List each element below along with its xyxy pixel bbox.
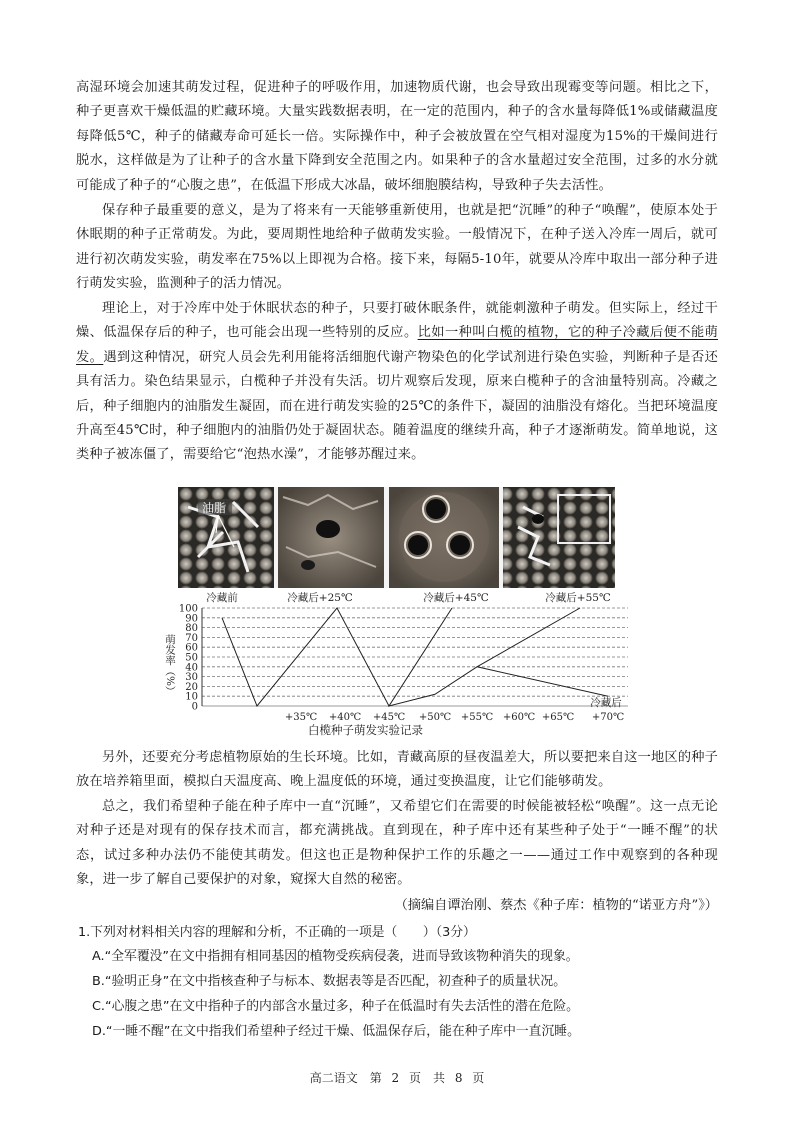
y-tick-label: 0 (191, 701, 198, 713)
option-a: A.“全军覆没”在文中指拥有相同基因的植物受疾病侵袭，进而导致该物种消失的现象。 (92, 949, 579, 964)
micrograph-panel-4 (503, 487, 615, 588)
paragraph-4: 另外，还要充分考虑植物原始的生长环境。比如，青藏高原的昼夜温差大，所以要把来自这一地区的种子放在培养箱里面，模拟白天温度高、晚上温度低的环境，通过变换温度，让它们能够萌发。 (76, 750, 718, 790)
stage-label: 冷藏前 (206, 592, 238, 604)
stage-label: 冷藏后+45℃ (423, 592, 489, 604)
y-tick-label: 60 (185, 642, 198, 654)
x-axis-ticks (285, 712, 624, 723)
x-tick-label: +35℃ (284, 712, 318, 723)
y-tick-label: 80 (185, 623, 198, 635)
underlined-sentence: 比如一种叫白榄的植物，它的种子冷藏后便不能萌发。 (76, 325, 718, 365)
y-axis-title: 萌发率（%） (164, 634, 176, 697)
paragraph-1: 高湿环境会加速其萌发过程，促进种子的呼吸作用，加速物质代谢，也会导致出现霉变等问题。相比之下，种子更喜欢干燥低温的贮藏环境。大量实践数据表明，在一定的范围内，种子的含水量每降低1%或储藏温度每降低5℃，种子的储藏寿命可延长一倍。实际操作中，种子会被放置在空气相对湿度为15%的干燥间进行脱水，这样做是为了让种子的含水量下降到安全范围之内。如果种子的含水量超过安全范围，过多的水分就可能成了种子的“心腹之患”，在低温下形成大冰晶，破坏细胞膜结构，导致种子失去活性。 (76, 80, 718, 193)
citation: （摘编自谭治刚、蔡杰《种子库：植物的“诺亚方舟”》） (394, 898, 718, 913)
chart-grid (202, 608, 628, 706)
seed-micrograph-photos (178, 487, 615, 588)
x-tick-label: +40℃ (328, 712, 362, 723)
x-tick-label: +55℃ (460, 712, 494, 723)
y-tick-label: 100 (178, 603, 198, 615)
micrograph-panel-2 (278, 487, 384, 588)
option-b: B.“验明正身”在文中指核查种子与标本、数据表等是否匹配，初查种子的质量状况。 (92, 974, 566, 989)
y-axis-label (164, 633, 176, 696)
y-axis-ticks (179, 604, 198, 713)
option-c: C.“心腹之患”在文中指种子的内部含水量过多，种子在低温时有失去活性的潜在危险。 (92, 999, 579, 1014)
y-tick-label: 20 (185, 681, 198, 693)
paragraph-2: 保存种子最重要的意义，是为了将来有一天能够重新使用，也就是把“沉睡”的种子“唤醒”，使原本处于休眠期的种子正常萌发。为此，要周期性地给种子做萌发实验。一般情况下，在种子送入冷库一周后，就可进行初次萌发实验，萌发率在75%以上即视为合格。接下来，每隔5-10年，就要从冷库中取出一部分种子进行萌发实验，监测种子的活力情况。 (76, 203, 718, 292)
y-tick-label: 70 (185, 632, 198, 644)
stage-label: 冷藏后+55℃ (545, 592, 611, 604)
option-d: D.“一睡不醒”在文中指我们希望种子经过干燥、低温保存后，能在种子库中一直沉睡。 (92, 1024, 580, 1039)
oil-label: 油脂 (202, 501, 227, 515)
paragraph-3-text-a: 理论上，对于冷库中处于休眠状态的种子，只要打破休眠条件，就能刺激种子萌发。但实际上，经过干燥、低温保存后的种子，也可能会出现一些特别的反应。 (76, 301, 718, 341)
question-stem: 1.下列对材料相关内容的理解和分析，不正确的一项是（ ）（3分） (78, 925, 476, 940)
y-tick-label: 50 (185, 652, 198, 664)
page-footer: 高二语文 第 2 页 共 8 页 (309, 1071, 485, 1085)
x-tick-label: +60℃ (502, 712, 536, 723)
germination-chart (160, 586, 630, 738)
x-tick-label: +65℃ (541, 712, 575, 723)
micrograph-panel-1 (178, 487, 274, 588)
y-tick-label: 90 (185, 613, 198, 625)
chart-caption: 白榄种子萌发实验记录 (308, 723, 423, 737)
paragraph-3 (76, 297, 718, 468)
y-tick-label: 30 (185, 672, 198, 684)
micrograph-panel-3 (389, 487, 499, 588)
paragraph-5: 总之，我们希望种子能在种子库中一直“沉睡”，又希望它们在需要的时候能被轻松“唤醒”。这一点无论对种子还是对现有的保存技术而言，都充满挑战。直到现在，种子库中还有某些种子处于“一睡不醒”的状态，试过多种办法仍不能使其萌发。但这也正是物种保护工作的乐趣之一——通过工作中观察到的各种现象，进一步了解自己要保护的对象，窥探大自然的秘密。 (76, 799, 718, 888)
stage-label: 冷藏后+25℃ (287, 592, 353, 604)
micrograph-strip (178, 487, 615, 588)
y-tick-label: 40 (185, 662, 198, 674)
stage-label: 冷藏后 (590, 697, 622, 709)
x-tick-label: +45℃ (372, 712, 406, 723)
paragraph-3-text-b: 遇到这种情况，研究人员会先利用能将活细胞代谢产物染色的化学试剂进行染色实验，判断种子是否还具有活力。染色结果显示，白榄种子并没有失活。切片观察后发现，原来白榄种子的含油量特别高。冷藏之后，种子细胞内的油脂发生凝固，而在进行萌发实验的25℃的条件下，凝固的油脂没有熔化。当把环境温度升高至45℃时，种子细胞内的油脂仍处于凝固状态。随着温度的继续升高，种子才逐渐萌发。简单地说，这类种子被冻僵了，需要给它“泡热水澡”，才能够苏醒过来。 (76, 349, 719, 463)
x-tick-label: +50℃ (418, 712, 452, 723)
x-tick-label: +70℃ (591, 712, 625, 723)
y-tick-label: 10 (185, 691, 198, 703)
